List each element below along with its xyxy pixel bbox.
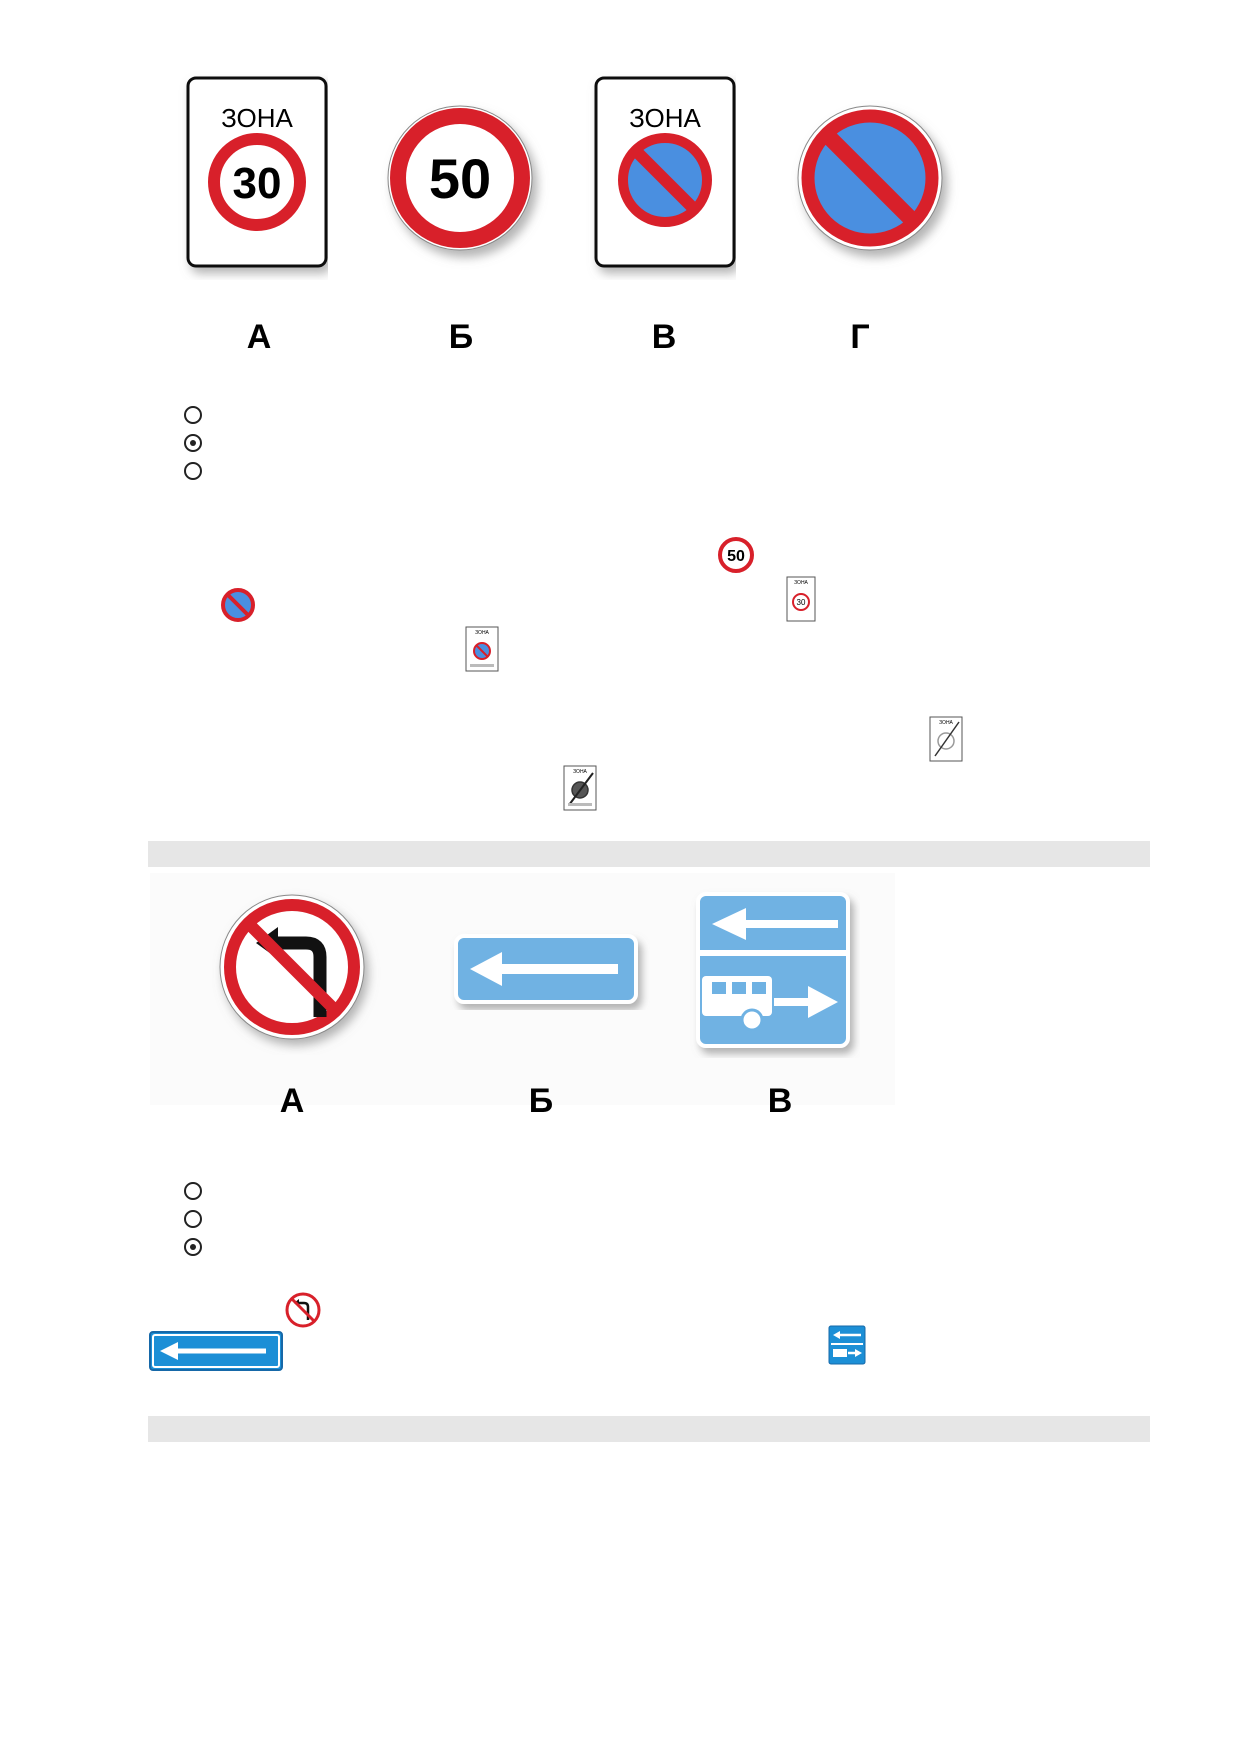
no-parking-icon [218, 585, 258, 625]
q1-option-1-radio[interactable] [184, 406, 202, 424]
sign-c-zone-text: ЗОНА [629, 103, 701, 133]
sign-a-label: А [246, 318, 272, 356]
end-zone-no-parking-icon-zone-text: ЗОНА [573, 769, 587, 775]
q2-option-2-radio[interactable] [184, 1210, 202, 1228]
q1-option-3-radio[interactable] [184, 462, 202, 480]
q2-sign-b-label: Б [528, 1082, 554, 1120]
sign-c-zone-no-parking [586, 70, 736, 280]
sign-a-zone-30 [178, 70, 328, 280]
q2-option-1-radio[interactable] [184, 1182, 202, 1200]
sign-d-label: Г [850, 318, 870, 356]
sign-b-label: Б [448, 318, 474, 356]
sign-a-speed-text: 30 [232, 159, 282, 208]
lane-direction-bus-icon [827, 1324, 867, 1366]
sign-c-label: В [651, 318, 677, 356]
q2-sign-a-label: А [279, 1082, 305, 1120]
q1-option-2-radio[interactable] [184, 434, 202, 452]
question-separator [148, 1416, 1150, 1442]
end-zone-no-parking-icon [563, 765, 597, 811]
zone-speed-30-icon-zone-text: ЗОНА [794, 580, 808, 586]
lane-direction-bus-sign [690, 888, 860, 1058]
sign-b-speed-50 [380, 100, 550, 270]
no-left-turn-icon [283, 1290, 323, 1330]
sign-b-speed-text: 50 [428, 147, 492, 210]
sign-d-no-parking [790, 100, 960, 270]
zone-no-parking-icon-zone-text: ЗОНА [475, 630, 489, 636]
q2-option-3-radio[interactable] [184, 1238, 202, 1256]
zone-no-parking-icon [465, 626, 499, 672]
zone-speed-30-icon [786, 576, 816, 622]
zone-speed-30-icon-speed: 30 [796, 598, 806, 607]
speed-limit-50-icon [716, 535, 756, 575]
no-left-turn-sign [212, 885, 382, 1055]
speed-limit-50-icon-text: 50 [727, 548, 745, 565]
one-way-lane-sign [450, 930, 650, 1010]
question-separator [148, 841, 1150, 867]
one-way-lane-icon [148, 1330, 284, 1372]
q2-sign-c-label: В [767, 1082, 793, 1120]
sign-a-zone-text: ЗОНА [221, 103, 293, 133]
end-zone-speed-icon [929, 716, 963, 762]
end-zone-speed-icon-zone-text: ЗОНА [939, 720, 953, 726]
